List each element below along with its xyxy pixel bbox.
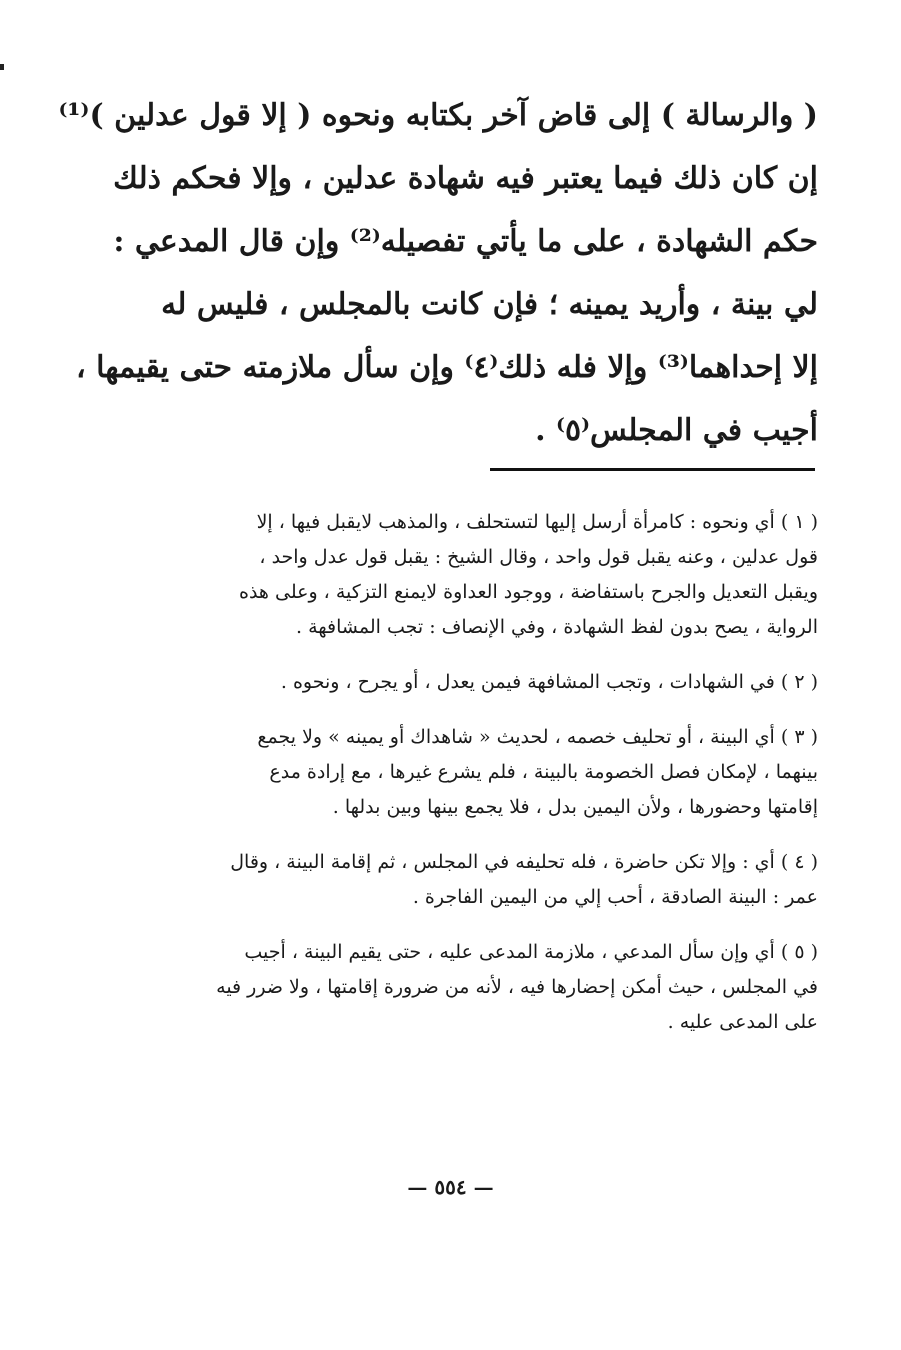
footnote-3 — [78, 720, 818, 825]
footnote-line: عمر : البينة الصادقة ، أحب إلي من اليمين الفاجرة . — [412, 886, 818, 908]
footnote-line: ويقبل التعديل والجرح باستفاضة ، ووجود العداوة لايمنع التزكية ، وعلى هذه — [239, 581, 818, 603]
main-text-line: إن كان ذلك فيما يعتبر فيه شهادة عدلين ، وإلا فحكم ذلك — [113, 161, 818, 196]
footnote-separator — [490, 468, 815, 471]
footnote-2 — [78, 665, 818, 700]
footnote-1 — [78, 505, 818, 645]
footnote-line: ( ٣ ) أي البينة ، أو تحليف خصمه ، لحديث « شاهداك أو يمينه » ولا يجمع — [257, 726, 818, 748]
footnote-line: الرواية ، يصح بدون لفظ الشهادة ، وفي الإنصاف : تجب المشافهة . — [296, 616, 818, 638]
page-number: — ٥٥٤ — — [407, 1175, 494, 1199]
main-text-body — [58, 84, 818, 462]
footnote-4 — [78, 845, 818, 915]
footnotes-section — [78, 505, 818, 1060]
main-text-line: أجيب في المجلس⁽٥⁾ . — [535, 413, 818, 448]
footnote-line: إقامتها وحضورها ، ولأن اليمين بدل ، فلا يجمع بينها وبين بدلها . — [332, 796, 818, 818]
footnote-line: ( ١ ) أي ونحوه : كامرأة أرسل إليها لتستحلف ، والمذهب لايقبل فيها ، إلا — [256, 511, 818, 533]
main-text-line: ( والرسالة ) إلى قاض آخر بكتابه ونحوه ( إلا قول عدلين )⁽¹⁾ — [58, 98, 818, 133]
footnote-line: في المجلس ، حيث أمكن إحضارها فيه ، لأنه من ضرورة إقامتها ، ولا ضرر فيه — [216, 976, 818, 998]
footnote-line: على المدعى عليه . — [667, 1011, 818, 1033]
footnote-line: قول عدلين ، وعنه يقبل قول واحد ، وقال الشيخ : يقبل قول عدل واحد ، — [259, 546, 818, 568]
main-text-line: حكم الشهادة ، على ما يأتي تفصيله⁽²⁾ وإن قال المدعي : — [113, 224, 818, 259]
main-text-line: إلا إحداهما⁽³⁾ وإلا فله ذلك⁽٤⁾ وإن سأل ملازمته حتى يقيمها ، — [75, 350, 818, 385]
scan-edge-mark — [0, 64, 4, 70]
footnote-line: ( ٢ ) في الشهادات ، وتجب المشافهة فيمن يعدل ، أو يجرح ، ونحوه . — [280, 671, 818, 693]
main-text-line: لي بينة ، وأريد يمينه ؛ فإن كانت بالمجلس ، فليس له — [161, 287, 818, 322]
footnote-line: ( ٥ ) أي وإن سأل المدعي ، ملازمة المدعى عليه ، حتى يقيم البينة ، أجيب — [244, 941, 818, 963]
footnote-5 — [78, 935, 818, 1040]
footnote-line: بينهما ، لإمكان فصل الخصومة بالبينة ، فلم يشرع غيرها ، مع إرادة مدع — [269, 761, 818, 783]
footnote-line: ( ٤ ) أي : وإلا تكن حاضرة ، فله تحليفه في المجلس ، ثم إقامة البينة ، وقال — [230, 851, 818, 873]
